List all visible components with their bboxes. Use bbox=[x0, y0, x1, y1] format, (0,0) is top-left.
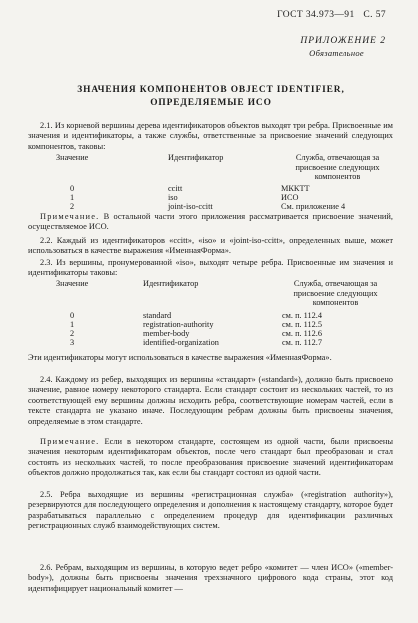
note-text: В остальной части этого приложения рассматривается присвоение значений, осуществляемое ИСО. bbox=[28, 212, 393, 232]
appendix-title: ПРИЛОЖЕНИЕ 2 bbox=[300, 36, 386, 46]
note-label: Примечание. bbox=[40, 437, 100, 446]
page-header bbox=[271, 10, 386, 20]
standard-number: ГОСТ 34.973—91 bbox=[277, 10, 355, 20]
section-title-line1: ЗНАЧЕНИЯ КОМПОНЕНТОВ OBJECT IDENTIFIER, bbox=[77, 85, 345, 95]
table-cell-value: 2 bbox=[70, 202, 75, 211]
table-cell-value: 0 bbox=[70, 311, 75, 320]
table-header-service: Служба, отвечающая за присвоение следующих компонентов bbox=[295, 153, 380, 181]
table-cell-identifier: member-body bbox=[143, 329, 190, 338]
paragraph-2-5 bbox=[28, 490, 393, 532]
table-header-value: Значение bbox=[56, 279, 89, 288]
paragraph-text: 2.6. Ребрам, выходящим из вершины, в которую ведет ребро «комитет — член ИСО» («member-body»), должны быть присвоены значения трехзначного цифрового кода страны, этот код идентифицирует национальный комитет — bbox=[28, 563, 393, 593]
appendix-status: Обязательное bbox=[309, 48, 364, 58]
table-cell-identifier: ccitt bbox=[168, 184, 183, 193]
table-header-identifier: Идентификатор bbox=[143, 279, 199, 288]
note-2 bbox=[28, 437, 393, 479]
paragraph-text: 2.2. Каждый из идентификаторов «ccitt», «iso» и «joint-iso-ccitt», определенных выше, может использоваться в качестве выражения «ИменнаяФорма». bbox=[28, 236, 393, 256]
table-cell-value: 1 bbox=[70, 193, 75, 202]
note-1 bbox=[28, 212, 393, 233]
table-root-arcs bbox=[28, 153, 393, 213]
table-cell-identifier: registration-authority bbox=[143, 320, 214, 329]
paragraph-usage bbox=[28, 353, 393, 363]
note-text: Если в некотором стандарте, состоящем из одной части, были присвоены значения некоторым идентификаторам объектов, после чего стандарт был преобразован и стал состоять из нескольких частей, то после преобразования присвоение значений идентификаторам объектов должно продолжаться так, как если бы стандарт состоял из одной части. bbox=[28, 437, 394, 478]
section-title-line2: ОПРЕДЕЛЯЕМЫЕ ИСО bbox=[150, 98, 272, 108]
table-cell-value: 1 bbox=[70, 320, 75, 329]
table-cell-service: см. п. 112.4 bbox=[282, 311, 323, 320]
table-header-identifier: Идентификатор bbox=[168, 153, 224, 162]
table-cell-value: 0 bbox=[70, 184, 75, 193]
table-cell-identifier: standard bbox=[143, 311, 172, 320]
table-cell-identifier: identified-organization bbox=[143, 338, 219, 347]
table-cell-identifier: joint-iso-ccitt bbox=[168, 202, 213, 211]
table-cell-service: МККТТ bbox=[281, 184, 310, 193]
table-cell-value: 3 bbox=[70, 338, 75, 347]
table-cell-value: 2 bbox=[70, 329, 75, 338]
note-label: Примечание. bbox=[40, 212, 100, 221]
paragraph-text: 2.5. Ребра выходящие из вершины «регистрационная служба» («registration authority»), резервируются для последующего определения и дополнения к настоящему стандарту, которое будет разрабатываться параллельно с определением процедур для идентификации различных регистрационных служб взаимодействующих систем. bbox=[28, 490, 393, 531]
table-header-service: Служба, отвечающая за присвоение следующих компонентов bbox=[293, 279, 378, 307]
table-iso-arcs bbox=[28, 279, 393, 351]
table-header-value: Значение bbox=[56, 153, 89, 162]
paragraph-text: 2.3. Из вершины, пронумерованной «iso», выходят четыре ребра. Присвоенные им значения и идентификаторы таковы: bbox=[28, 258, 393, 278]
paragraph-2-3 bbox=[28, 258, 393, 279]
paragraph-2-6 bbox=[28, 563, 393, 594]
table-cell-service: см. п. 112.5 bbox=[282, 320, 323, 329]
table-cell-service: См. приложение 4 bbox=[281, 202, 346, 211]
table-cell-service: см. п. 112.7 bbox=[282, 338, 323, 347]
paragraph-text: Эти идентификаторы могут использоваться в качестве выражения «ИменнаяФорма». bbox=[28, 353, 332, 362]
paragraph-text: 2.1. Из корневой вершины дерева идентификаторов объектов выходят три ребра. Присвоенные им значения и идентификаторы, а также службы, ответственные за присвоение значений следующих компонентов, таковы: bbox=[28, 121, 393, 151]
table-cell-service: ИСО bbox=[281, 193, 299, 202]
paragraph-2-2 bbox=[28, 236, 393, 257]
page-number: С. 57 bbox=[363, 10, 386, 20]
paragraph-text: 2.4. Каждому из ребер, выходящих из вершины «стандарт» («standard»), должно быть присвоено значение, равное номеру некоторого стандарта. Если стандарт состоит из нескольких частей, то из соответствующей ему вершины должны исходить ребра, соответствующие номерам частей, если в тексте стандарта не указано иначе. Последующим ребрам должны быть присвоены значения, определяемые в этом стандарте. bbox=[28, 375, 393, 426]
table-cell-service: см. п. 112.6 bbox=[282, 329, 323, 338]
paragraph-2-1 bbox=[28, 121, 393, 152]
paragraph-2-4 bbox=[28, 375, 393, 427]
table-cell-identifier: iso bbox=[168, 193, 178, 202]
